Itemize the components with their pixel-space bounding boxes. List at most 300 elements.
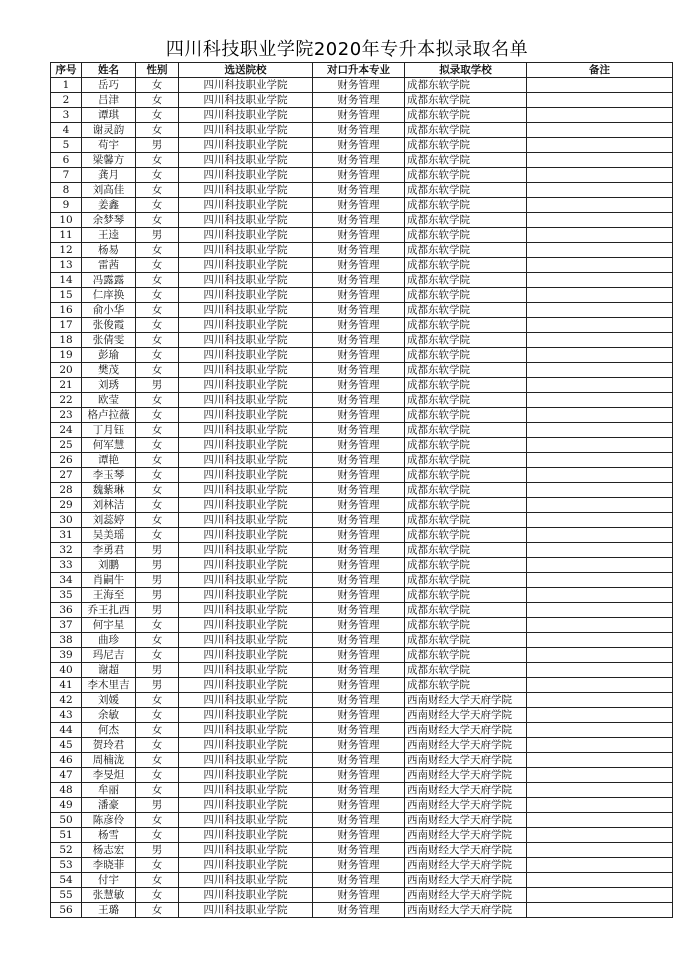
cell-gender: 男	[136, 138, 179, 153]
cell-major: 财务管理	[313, 903, 405, 918]
cell-gender: 女	[136, 753, 179, 768]
table-row	[51, 573, 673, 588]
cell-gender: 男	[136, 228, 179, 243]
cell-sending-school: 四川科技职业学院	[179, 828, 313, 843]
cell-sending-school: 四川科技职业学院	[179, 393, 313, 408]
cell-major: 财务管理	[313, 588, 405, 603]
cell-remarks	[527, 258, 673, 273]
cell-index: 44	[51, 723, 82, 738]
table-row	[51, 513, 673, 528]
cell-sending-school: 四川科技职业学院	[179, 78, 313, 93]
table-row	[51, 333, 673, 348]
cell-remarks	[527, 198, 673, 213]
cell-admitting-school: 成都东软学院	[405, 528, 527, 543]
table-row	[51, 468, 673, 483]
cell-sending-school: 四川科技职业学院	[179, 183, 313, 198]
cell-gender: 女	[136, 123, 179, 138]
cell-major: 财务管理	[313, 483, 405, 498]
cell-sending-school: 四川科技职业学院	[179, 213, 313, 228]
cell-index: 42	[51, 693, 82, 708]
cell-gender: 男	[136, 588, 179, 603]
cell-index: 21	[51, 378, 82, 393]
cell-admitting-school: 西南财经大学天府学院	[405, 768, 527, 783]
table-row	[51, 768, 673, 783]
cell-admitting-school: 成都东软学院	[405, 363, 527, 378]
cell-sending-school: 四川科技职业学院	[179, 93, 313, 108]
cell-remarks	[527, 423, 673, 438]
table-row	[51, 138, 673, 153]
cell-index: 33	[51, 558, 82, 573]
cell-gender: 女	[136, 873, 179, 888]
cell-sending-school: 四川科技职业学院	[179, 498, 313, 513]
cell-index: 37	[51, 618, 82, 633]
cell-index: 20	[51, 363, 82, 378]
table-row	[51, 243, 673, 258]
cell-admitting-school: 成都东软学院	[405, 378, 527, 393]
cell-remarks	[527, 693, 673, 708]
cell-major: 财务管理	[313, 858, 405, 873]
cell-index: 39	[51, 648, 82, 663]
table-row	[51, 123, 673, 138]
cell-name: 余梦琴	[82, 213, 136, 228]
cell-sending-school: 四川科技职业学院	[179, 633, 313, 648]
table-row	[51, 738, 673, 753]
cell-major: 财务管理	[313, 843, 405, 858]
cell-major: 财务管理	[313, 453, 405, 468]
cell-name: 谭艳	[82, 453, 136, 468]
cell-admitting-school: 成都东软学院	[405, 348, 527, 363]
cell-name: 玛尼吉	[82, 648, 136, 663]
table-row	[51, 438, 673, 453]
header-admitting-school: 拟录取学校	[405, 63, 527, 78]
cell-gender: 女	[136, 648, 179, 663]
cell-remarks	[527, 363, 673, 378]
cell-name: 梁馨方	[82, 153, 136, 168]
cell-remarks	[527, 78, 673, 93]
cell-sending-school: 四川科技职业学院	[179, 738, 313, 753]
cell-remarks	[527, 93, 673, 108]
cell-name: 刘蕊婷	[82, 513, 136, 528]
cell-name: 俞小华	[82, 303, 136, 318]
cell-remarks	[527, 633, 673, 648]
cell-gender: 女	[136, 198, 179, 213]
cell-remarks	[527, 753, 673, 768]
cell-name: 张慧敏	[82, 888, 136, 903]
cell-gender: 男	[136, 603, 179, 618]
cell-sending-school: 四川科技职业学院	[179, 648, 313, 663]
cell-admitting-school: 成都东软学院	[405, 573, 527, 588]
cell-sending-school: 四川科技职业学院	[179, 798, 313, 813]
cell-gender: 女	[136, 423, 179, 438]
cell-gender: 女	[136, 243, 179, 258]
cell-remarks	[527, 603, 673, 618]
cell-name: 刘林洁	[82, 498, 136, 513]
document-title: 四川科技职业学院2020年专升本拟录取名单	[165, 39, 529, 60]
cell-admitting-school: 西南财经大学天府学院	[405, 708, 527, 723]
cell-admitting-school: 成都东软学院	[405, 543, 527, 558]
cell-index: 9	[51, 198, 82, 213]
cell-major: 财务管理	[313, 768, 405, 783]
cell-remarks	[527, 153, 673, 168]
cell-admitting-school: 西南财经大学天府学院	[405, 723, 527, 738]
cell-gender: 女	[136, 288, 179, 303]
cell-gender: 女	[136, 468, 179, 483]
cell-admitting-school: 成都东软学院	[405, 648, 527, 663]
cell-major: 财务管理	[313, 258, 405, 273]
cell-remarks	[527, 348, 673, 363]
table-row	[51, 888, 673, 903]
cell-gender: 女	[136, 363, 179, 378]
cell-major: 财务管理	[313, 423, 405, 438]
cell-index: 22	[51, 393, 82, 408]
cell-sending-school: 四川科技职业学院	[179, 723, 313, 738]
cell-major: 财务管理	[313, 153, 405, 168]
cell-gender: 女	[136, 348, 179, 363]
cell-remarks	[527, 813, 673, 828]
cell-remarks	[527, 618, 673, 633]
admission-table	[50, 62, 673, 918]
cell-major: 财务管理	[313, 813, 405, 828]
table-row	[51, 618, 673, 633]
cell-sending-school: 四川科技职业学院	[179, 438, 313, 453]
cell-remarks	[527, 108, 673, 123]
table-row	[51, 393, 673, 408]
cell-gender: 女	[136, 303, 179, 318]
cell-index: 2	[51, 93, 82, 108]
cell-major: 财务管理	[313, 543, 405, 558]
cell-sending-school: 四川科技职业学院	[179, 303, 313, 318]
cell-major: 财务管理	[313, 633, 405, 648]
cell-sending-school: 四川科技职业学院	[179, 318, 313, 333]
cell-sending-school: 四川科技职业学院	[179, 813, 313, 828]
cell-index: 43	[51, 708, 82, 723]
cell-admitting-school: 成都东软学院	[405, 558, 527, 573]
table-row	[51, 78, 673, 93]
cell-sending-school: 四川科技职业学院	[179, 483, 313, 498]
cell-name: 龚月	[82, 168, 136, 183]
cell-admitting-school: 成都东软学院	[405, 78, 527, 93]
cell-index: 19	[51, 348, 82, 363]
cell-major: 财务管理	[313, 558, 405, 573]
cell-remarks	[527, 678, 673, 693]
cell-name: 杨雪	[82, 828, 136, 843]
cell-sending-school: 四川科技职业学院	[179, 363, 313, 378]
cell-index: 30	[51, 513, 82, 528]
cell-gender: 女	[136, 453, 179, 468]
table-row	[51, 153, 673, 168]
cell-major: 财务管理	[313, 183, 405, 198]
table-row	[51, 453, 673, 468]
cell-remarks	[527, 873, 673, 888]
cell-name: 李旻炟	[82, 768, 136, 783]
cell-major: 财务管理	[313, 738, 405, 753]
cell-major: 财务管理	[313, 573, 405, 588]
cell-name: 何军慧	[82, 438, 136, 453]
cell-remarks	[527, 183, 673, 198]
cell-major: 财务管理	[313, 708, 405, 723]
cell-admitting-school: 成都东软学院	[405, 258, 527, 273]
cell-name: 贺玲君	[82, 738, 136, 753]
cell-sending-school: 四川科技职业学院	[179, 423, 313, 438]
cell-sending-school: 四川科技职业学院	[179, 123, 313, 138]
cell-name: 雷茜	[82, 258, 136, 273]
cell-major: 财务管理	[313, 618, 405, 633]
cell-admitting-school: 西南财经大学天府学院	[405, 888, 527, 903]
cell-admitting-school: 成都东软学院	[405, 228, 527, 243]
cell-index: 3	[51, 108, 82, 123]
cell-name: 曲珍	[82, 633, 136, 648]
table-row	[51, 633, 673, 648]
cell-major: 财务管理	[313, 168, 405, 183]
cell-admitting-school: 西南财经大学天府学院	[405, 843, 527, 858]
cell-index: 47	[51, 768, 82, 783]
cell-admitting-school: 西南财经大学天府学院	[405, 693, 527, 708]
cell-admitting-school: 成都东软学院	[405, 138, 527, 153]
cell-name: 樊茂	[82, 363, 136, 378]
cell-sending-school: 四川科技职业学院	[179, 198, 313, 213]
cell-name: 苟宇	[82, 138, 136, 153]
cell-name: 谢灵韵	[82, 123, 136, 138]
header-major: 对口升本专业	[313, 63, 405, 78]
cell-admitting-school: 成都东软学院	[405, 453, 527, 468]
table-row	[51, 558, 673, 573]
cell-index: 8	[51, 183, 82, 198]
cell-admitting-school: 成都东软学院	[405, 438, 527, 453]
cell-gender: 女	[136, 708, 179, 723]
cell-admitting-school: 西南财经大学天府学院	[405, 798, 527, 813]
cell-name: 姜鑫	[82, 198, 136, 213]
cell-remarks	[527, 303, 673, 318]
cell-index: 10	[51, 213, 82, 228]
table-row	[51, 813, 673, 828]
cell-gender: 女	[136, 723, 179, 738]
cell-remarks	[527, 318, 673, 333]
cell-remarks	[527, 903, 673, 918]
cell-remarks	[527, 243, 673, 258]
table-row	[51, 228, 673, 243]
cell-admitting-school: 西南财经大学天府学院	[405, 873, 527, 888]
cell-index: 52	[51, 843, 82, 858]
cell-major: 财务管理	[313, 873, 405, 888]
cell-remarks	[527, 573, 673, 588]
cell-name: 吴美瑶	[82, 528, 136, 543]
cell-name: 杨易	[82, 243, 136, 258]
cell-index: 26	[51, 453, 82, 468]
cell-remarks	[527, 513, 673, 528]
cell-name: 肖嗣牛	[82, 573, 136, 588]
cell-major: 财务管理	[313, 648, 405, 663]
cell-remarks	[527, 588, 673, 603]
cell-remarks	[527, 453, 673, 468]
cell-index: 27	[51, 468, 82, 483]
table-row	[51, 723, 673, 738]
cell-index: 5	[51, 138, 82, 153]
cell-name: 欧莹	[82, 393, 136, 408]
header-name: 姓名	[82, 63, 136, 78]
cell-index: 54	[51, 873, 82, 888]
cell-major: 财务管理	[313, 783, 405, 798]
cell-index: 18	[51, 333, 82, 348]
cell-name: 潘豪	[82, 798, 136, 813]
cell-index: 16	[51, 303, 82, 318]
cell-remarks	[527, 498, 673, 513]
cell-name: 张倩雯	[82, 333, 136, 348]
cell-index: 25	[51, 438, 82, 453]
cell-index: 40	[51, 663, 82, 678]
cell-name: 冯露露	[82, 273, 136, 288]
cell-remarks	[527, 723, 673, 738]
cell-name: 王海至	[82, 588, 136, 603]
cell-admitting-school: 成都东软学院	[405, 183, 527, 198]
cell-admitting-school: 西南财经大学天府学院	[405, 753, 527, 768]
table-row	[51, 873, 673, 888]
cell-remarks	[527, 468, 673, 483]
cell-major: 财务管理	[313, 288, 405, 303]
cell-index: 48	[51, 783, 82, 798]
cell-admitting-school: 成都东软学院	[405, 123, 527, 138]
cell-sending-school: 四川科技职业学院	[179, 348, 313, 363]
cell-sending-school: 四川科技职业学院	[179, 708, 313, 723]
table-row	[51, 543, 673, 558]
cell-admitting-school: 成都东软学院	[405, 318, 527, 333]
cell-index: 55	[51, 888, 82, 903]
cell-gender: 女	[136, 693, 179, 708]
cell-gender: 女	[136, 258, 179, 273]
cell-index: 41	[51, 678, 82, 693]
cell-sending-school: 四川科技职业学院	[179, 138, 313, 153]
cell-major: 财务管理	[313, 498, 405, 513]
table-row	[51, 273, 673, 288]
cell-major: 财务管理	[313, 753, 405, 768]
cell-index: 29	[51, 498, 82, 513]
cell-major: 财务管理	[313, 78, 405, 93]
cell-admitting-school: 成都东软学院	[405, 198, 527, 213]
cell-gender: 女	[136, 783, 179, 798]
cell-gender: 女	[136, 858, 179, 873]
cell-major: 财务管理	[313, 408, 405, 423]
cell-name: 王璐	[82, 903, 136, 918]
cell-admitting-school: 成都东软学院	[405, 273, 527, 288]
cell-index: 17	[51, 318, 82, 333]
cell-sending-school: 四川科技职业学院	[179, 408, 313, 423]
cell-admitting-school: 成都东软学院	[405, 663, 527, 678]
cell-admitting-school: 西南财经大学天府学院	[405, 813, 527, 828]
cell-remarks	[527, 288, 673, 303]
cell-sending-school: 四川科技职业学院	[179, 228, 313, 243]
cell-major: 财务管理	[313, 138, 405, 153]
cell-remarks	[527, 708, 673, 723]
cell-major: 财务管理	[313, 243, 405, 258]
cell-index: 12	[51, 243, 82, 258]
table-row	[51, 828, 673, 843]
cell-gender: 女	[136, 408, 179, 423]
cell-name: 张俊霞	[82, 318, 136, 333]
cell-gender: 女	[136, 318, 179, 333]
cell-admitting-school: 西南财经大学天府学院	[405, 858, 527, 873]
table-row	[51, 258, 673, 273]
cell-admitting-school: 成都东软学院	[405, 588, 527, 603]
cell-major: 财务管理	[313, 828, 405, 843]
cell-name: 何杰	[82, 723, 136, 738]
cell-name: 谢超	[82, 663, 136, 678]
cell-remarks	[527, 843, 673, 858]
cell-major: 财务管理	[313, 93, 405, 108]
cell-index: 1	[51, 78, 82, 93]
cell-sending-school: 四川科技职业学院	[179, 108, 313, 123]
table-row	[51, 213, 673, 228]
cell-gender: 女	[136, 108, 179, 123]
cell-sending-school: 四川科技职业学院	[179, 618, 313, 633]
cell-sending-school: 四川科技职业学院	[179, 258, 313, 273]
cell-name: 魏紫琳	[82, 483, 136, 498]
cell-admitting-school: 成都东软学院	[405, 483, 527, 498]
cell-major: 财务管理	[313, 333, 405, 348]
cell-remarks	[527, 663, 673, 678]
cell-remarks	[527, 228, 673, 243]
cell-index: 24	[51, 423, 82, 438]
cell-major: 财务管理	[313, 438, 405, 453]
cell-sending-school: 四川科技职业学院	[179, 588, 313, 603]
cell-gender: 女	[136, 183, 179, 198]
cell-major: 财务管理	[313, 603, 405, 618]
cell-gender: 女	[136, 813, 179, 828]
cell-name: 格卢拉薇	[82, 408, 136, 423]
cell-remarks	[527, 408, 673, 423]
cell-name: 何宇星	[82, 618, 136, 633]
cell-gender: 女	[136, 333, 179, 348]
cell-gender: 女	[136, 768, 179, 783]
cell-gender: 女	[136, 903, 179, 918]
table-row	[51, 798, 673, 813]
cell-remarks	[527, 333, 673, 348]
table-row	[51, 363, 673, 378]
cell-major: 财务管理	[313, 798, 405, 813]
cell-sending-school: 四川科技职业学院	[179, 903, 313, 918]
cell-gender: 女	[136, 153, 179, 168]
table-row	[51, 183, 673, 198]
cell-admitting-school: 成都东软学院	[405, 408, 527, 423]
cell-gender: 女	[136, 738, 179, 753]
cell-admitting-school: 成都东软学院	[405, 93, 527, 108]
cell-name: 余敏	[82, 708, 136, 723]
cell-remarks	[527, 378, 673, 393]
cell-index: 51	[51, 828, 82, 843]
cell-index: 23	[51, 408, 82, 423]
cell-major: 财务管理	[313, 723, 405, 738]
cell-remarks	[527, 273, 673, 288]
cell-sending-school: 四川科技职业学院	[179, 378, 313, 393]
cell-admitting-school: 西南财经大学天府学院	[405, 738, 527, 753]
table-row	[51, 678, 673, 693]
table-row	[51, 378, 673, 393]
cell-sending-school: 四川科技职业学院	[179, 288, 313, 303]
table-row	[51, 348, 673, 363]
cell-index: 56	[51, 903, 82, 918]
cell-remarks	[527, 783, 673, 798]
cell-name: 付宇	[82, 873, 136, 888]
cell-admitting-school: 成都东软学院	[405, 633, 527, 648]
cell-index: 50	[51, 813, 82, 828]
cell-major: 财务管理	[313, 393, 405, 408]
cell-remarks	[527, 648, 673, 663]
cell-gender: 男	[136, 543, 179, 558]
cell-sending-school: 四川科技职业学院	[179, 843, 313, 858]
cell-admitting-school: 成都东软学院	[405, 393, 527, 408]
cell-gender: 女	[136, 888, 179, 903]
cell-gender: 女	[136, 168, 179, 183]
table-row	[51, 528, 673, 543]
table-row	[51, 288, 673, 303]
